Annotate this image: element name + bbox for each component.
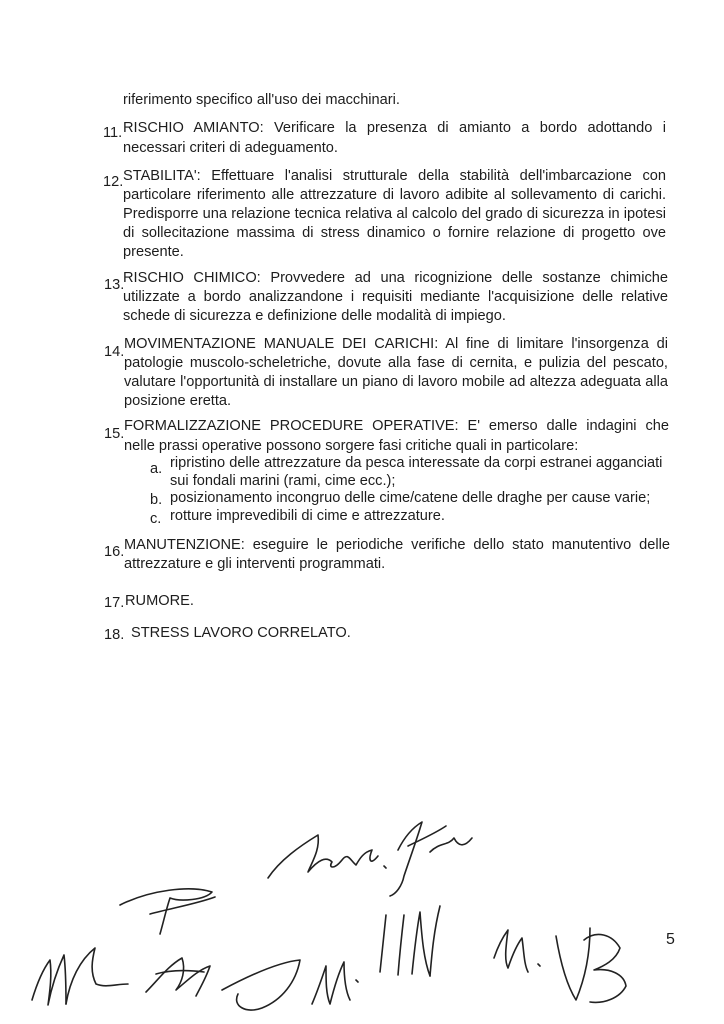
item-line: RUMORE.	[125, 593, 194, 609]
subitem-line: ripristino delle attrezzature da pesca interessate da corpi estranei agganciati	[170, 455, 663, 471]
item-number: 14.	[104, 344, 125, 360]
item-number: 17.	[104, 595, 125, 611]
signature-stroke	[584, 934, 626, 1002]
item-line: MANUTENZIONE: eseguire le periodiche verifiche dello stato manutentivo delle	[124, 537, 670, 553]
item-line: utilizzate a bordo analizzandone i requisiti mediante l'acquisizione delle relative	[123, 289, 668, 305]
page-number: 5	[666, 931, 675, 948]
item-line: di sollecitazione massima di stress dinamico o fornire relazione di progetto ove	[123, 225, 666, 241]
item-line: MOVIMENTAZIONE MANUALE DEI CARICHI: Al fine di limitare l'insorgenza di	[124, 336, 668, 352]
signature-stroke	[398, 915, 404, 975]
item-line: necessari criteri di adeguamento.	[123, 140, 338, 156]
item-line: RISCHIO CHIMICO: Provvedere ad una ricognizione delle sostanze chimiche	[123, 270, 668, 286]
signature-stroke	[312, 962, 350, 1004]
signature-stroke	[430, 838, 472, 852]
signature-stroke	[390, 822, 422, 896]
subitem-line: sui fondali marini (rami, cime ecc.);	[170, 473, 396, 489]
subitem-label: b.	[150, 492, 163, 508]
subitem-label: a.	[150, 461, 163, 477]
item-number: 11.	[103, 125, 123, 141]
signature-stroke	[430, 906, 440, 976]
signature-stroke	[222, 960, 300, 1010]
signature-stroke	[146, 958, 210, 996]
item-line: posizione eretta.	[124, 393, 232, 409]
item-line: valutare l'opportunità di installare un piano di lavoro mobile ad altezza adeguata alla	[124, 374, 668, 390]
item-number: 13.	[104, 277, 125, 293]
subitem-line: rotture imprevedibili di cime e attrezzature.	[170, 508, 445, 524]
item-line: particolare riferimento alle attrezzature di lavoro adibite al sollevamento di carichi.	[123, 187, 666, 203]
signature-stroke	[538, 964, 540, 966]
item-number: 15.	[104, 426, 125, 442]
item-line: STRESS LAVORO CORRELATO.	[131, 625, 351, 641]
subitem-line: posizionamento incongruo delle cime/catene delle draghe per cause varie;	[170, 490, 651, 506]
item-line: patologie muscolo-scheletriche, dovute alla fase di cernita, e pulizia del pescato,	[124, 355, 668, 371]
item-line: nelle prassi operative possono sorgere fasi critiche quali in particolare:	[124, 438, 579, 454]
item-line: schede di sicurezza e definizione delle modalità di impiego.	[123, 308, 506, 324]
item-line: STABILITA': Effettuare l'analisi strutturale della stabilità dell'imbarcazione con	[123, 168, 666, 184]
item-line: attrezzature e gli interventi programmati.	[124, 556, 386, 572]
continuation-text: riferimento specifico all'uso dei macchinari.	[123, 92, 400, 108]
item-line: FORMALIZZAZIONE PROCEDURE OPERATIVE: E' emerso dalle indagini che	[124, 418, 669, 434]
subitem-label: c.	[150, 511, 162, 527]
signature-stroke	[120, 889, 212, 934]
item-number: 16.	[104, 544, 125, 560]
item-number: 18.	[104, 627, 125, 643]
signature-stroke	[384, 866, 386, 868]
signature-stroke	[66, 948, 128, 1004]
item-number: 12.	[103, 174, 124, 190]
signature-stroke	[494, 930, 528, 972]
signature-stroke	[412, 912, 430, 976]
signature-stroke	[380, 915, 386, 972]
item-line: presente.	[123, 244, 184, 260]
signature-stroke	[268, 835, 378, 878]
item-line: Predisporre una relazione tecnica relativa al calcolo del grado di sicurezza in ipotesi	[123, 206, 666, 222]
signature-stroke	[356, 980, 358, 982]
signature-stroke	[32, 955, 66, 1005]
item-line: RISCHIO AMIANTO: Verificare la presenza di amianto a bordo adottando i	[123, 120, 666, 136]
